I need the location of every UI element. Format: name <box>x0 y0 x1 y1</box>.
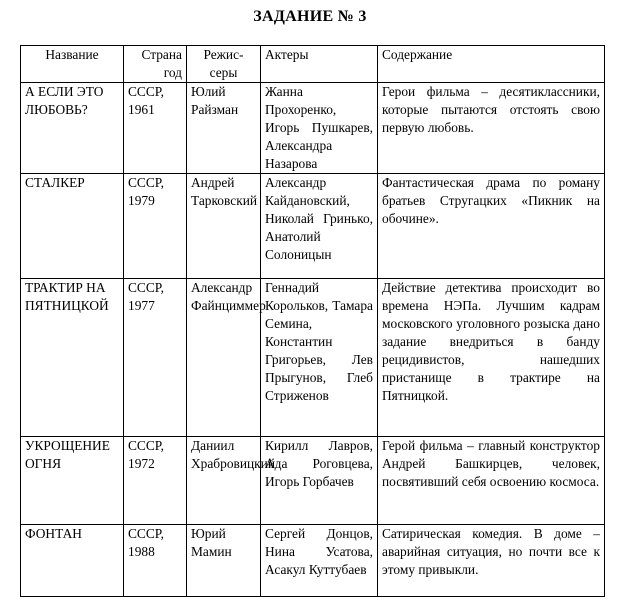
cell-country: СССР, 1972 <box>124 437 187 525</box>
table-row <box>21 437 605 525</box>
cell-content: Герои фильма – десятиклассники, которые пытаются отстоять свою первую любовь. <box>378 83 605 174</box>
cell-name: ФОНТАН <box>21 525 124 597</box>
cell-director: Андрей Тарковский <box>187 174 261 279</box>
cell-actors: Геннадий Корольков, Тамара Семина, Константин Григорьев, Лев Прыгунов, Глеб Стриженов <box>261 279 378 437</box>
header-country: Страна год <box>124 46 187 83</box>
cell-content: Герой фильма – главный конструктор Андрей Башкирцев, человек, посвятивший себя освоению космоса. <box>378 437 605 525</box>
cell-country: СССР, 1961 <box>124 83 187 174</box>
cell-director: Александр Файнциммер <box>187 279 261 437</box>
header-actors: Актеры <box>261 46 378 83</box>
header-director: Режис- серы <box>187 46 261 83</box>
cell-actors: Жанна Прохоренко, Игорь Пушкарев, Александра Назарова <box>261 83 378 174</box>
cell-country: СССР, 1977 <box>124 279 187 437</box>
cell-actors: Сергей Донцов, Нина Усатова, Асакул Куттубаев <box>261 525 378 597</box>
table-row <box>21 279 605 437</box>
cell-content: Сатирическая комедия. В доме – аварийная ситуация, но почти все к этому привыкли. <box>378 525 605 597</box>
table-row <box>21 525 605 597</box>
cell-country: СССР, 1979 <box>124 174 187 279</box>
cell-actors: Александр Кайдановский, Николай Гринько, Анатолий Солоницын <box>261 174 378 279</box>
cell-content: Действие детектива происходит во времена НЭПа. Лучшим кадрам московского уголовного розыска дано задание внедриться в банду рецидивистов, нашедших пристанище в трактире на Пятницкой. <box>378 279 605 437</box>
films-table <box>20 45 605 597</box>
table-header-row <box>21 46 605 83</box>
cell-director: Даниил Храбровицкий <box>187 437 261 525</box>
page-title: ЗАДАНИЕ № 3 <box>253 8 367 25</box>
cell-name: УКРОЩЕНИЕ ОГНЯ <box>21 437 124 525</box>
cell-country: СССР, 1988 <box>124 525 187 597</box>
cell-name: А ЕСЛИ ЭТО ЛЮБОВЬ? <box>21 83 124 174</box>
header-name: Название <box>21 46 124 83</box>
cell-actors: Кирилл Лавров, Ада Роговцева, Игорь Горбачев <box>261 437 378 525</box>
cell-director: Юлий Райзман <box>187 83 261 174</box>
header-content: Содержание <box>378 46 605 83</box>
cell-director: Юрий Мамин <box>187 525 261 597</box>
cell-content: Фантастическая драма по роману братьев Стругацких «Пикник на обочине». <box>378 174 605 279</box>
cell-name: ТРАКТИР НА ПЯТНИЦКОЙ <box>21 279 124 437</box>
cell-name: СТАЛКЕР <box>21 174 124 279</box>
table-row <box>21 174 605 279</box>
table-row <box>21 83 605 174</box>
